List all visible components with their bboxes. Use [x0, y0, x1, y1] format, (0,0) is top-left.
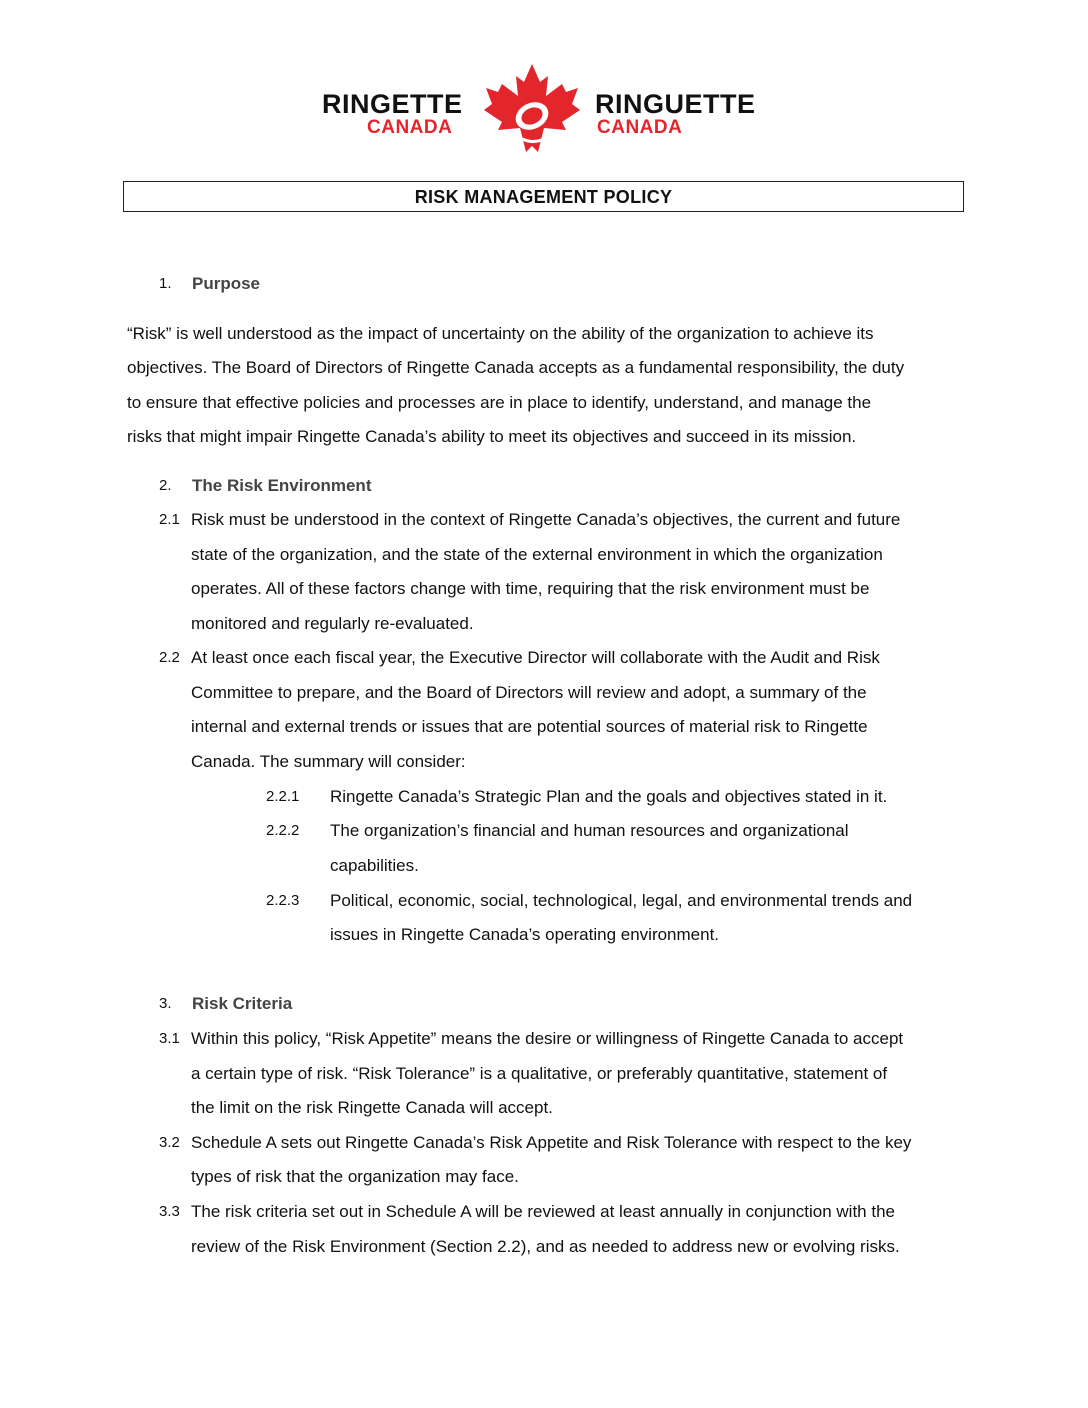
clause-3-1-line: a certain type of risk. “Risk Tolerance” is a qualitative, or preferably quantitative, statement of — [191, 1064, 888, 1083]
clause-2-1-number: 2.1 — [159, 511, 180, 528]
clause-2-1-line: monitored and regularly re-evaluated. — [191, 614, 474, 633]
logo-english-country: CANADA — [367, 117, 453, 138]
subclause-2-2-1-number: 2.2.1 — [266, 788, 300, 805]
clause-3-1-line: Within this policy, “Risk Appetite” means the desire or willingness of Ringette Canada to accept — [191, 1029, 904, 1048]
subclause-2-2-3-number: 2.2.3 — [266, 892, 300, 909]
clause-2-2-line: Canada. The summary will consider: — [191, 752, 466, 771]
logo-french-country: CANADA — [597, 117, 683, 138]
section-2-heading: The Risk Environment — [192, 476, 372, 495]
subclause-2-2-1-line: Ringette Canada’s Strategic Plan and the goals and objectives stated in it. — [330, 787, 888, 806]
maple-leaf-icon — [482, 62, 582, 156]
subclause-2-2-3-line: issues in Ringette Canada’s operating environment. — [330, 925, 720, 944]
section-1-paragraph-line: to ensure that effective policies and processes are in place to identify, understand, and manage the — [127, 393, 872, 412]
section-1-paragraph-line: risks that might impair Ringette Canada’s ability to meet its objectives and succeed in its mission. — [127, 427, 857, 446]
section-2-number: 2. — [159, 477, 172, 494]
ringette-canada-logo — [322, 62, 772, 156]
clause-2-2-line: Committee to prepare, and the Board of Directors will review and adopt, a summary of the — [191, 683, 867, 702]
subclause-2-2-2-line: The organization’s financial and human resources and organizational — [330, 821, 849, 840]
clause-2-1-line: operates. All of these factors change with time, requiring that the risk environment must be — [191, 579, 870, 598]
logo-english-name: RINGETTE — [322, 89, 463, 119]
clause-3-3-number: 3.3 — [159, 1203, 180, 1220]
clause-3-3-line: review of the Risk Environment (Section 2.2), and as needed to address new or evolving risks. — [191, 1237, 900, 1256]
policy-title: RISK MANAGEMENT POLICY — [414, 187, 673, 207]
clause-2-2-line: At least once each fiscal year, the Executive Director will collaborate with the Audit and Risk — [191, 648, 880, 667]
clause-3-2-number: 3.2 — [159, 1134, 180, 1151]
clause-2-2-number: 2.2 — [159, 649, 180, 666]
clause-3-2-line: Schedule A sets out Ringette Canada’s Risk Appetite and Risk Tolerance with respect to the key — [191, 1133, 912, 1152]
clause-3-3-line: The risk criteria set out in Schedule A will be reviewed at least annually in conjunction with the — [191, 1202, 895, 1221]
subclause-2-2-3-line: Political, economic, social, technological, legal, and environmental trends and — [330, 891, 913, 910]
section-1-paragraph-line: objectives. The Board of Directors of Ringette Canada accepts as a fundamental responsibility, the duty — [127, 358, 905, 377]
section-1-heading: Purpose — [192, 274, 261, 293]
subclause-2-2-2-line: capabilities. — [330, 856, 419, 875]
logo-french-name: RINGUETTE — [595, 89, 756, 119]
policy-title-box — [123, 181, 964, 212]
clause-3-1-number: 3.1 — [159, 1030, 180, 1047]
clause-2-1-line: Risk must be understood in the context of Ringette Canada’s objectives, the current and future — [191, 510, 901, 529]
section-1-number: 1. — [159, 275, 172, 292]
clause-3-1-line: the limit on the risk Ringette Canada will accept. — [191, 1098, 553, 1117]
section-1-paragraph-line: “Risk” is well understood as the impact of uncertainty on the ability of the organization to achieve its — [127, 324, 874, 343]
clause-2-2-line: internal and external trends or issues that are potential sources of material risk to Ringette — [191, 717, 868, 736]
clause-3-2-line: types of risk that the organization may face. — [191, 1167, 519, 1186]
section-3-heading: Risk Criteria — [192, 994, 293, 1013]
section-3-number: 3. — [159, 995, 172, 1012]
subclause-2-2-2-number: 2.2.2 — [266, 822, 300, 839]
clause-2-1-line: state of the organization, and the state of the external environment in which the organization — [191, 545, 883, 564]
